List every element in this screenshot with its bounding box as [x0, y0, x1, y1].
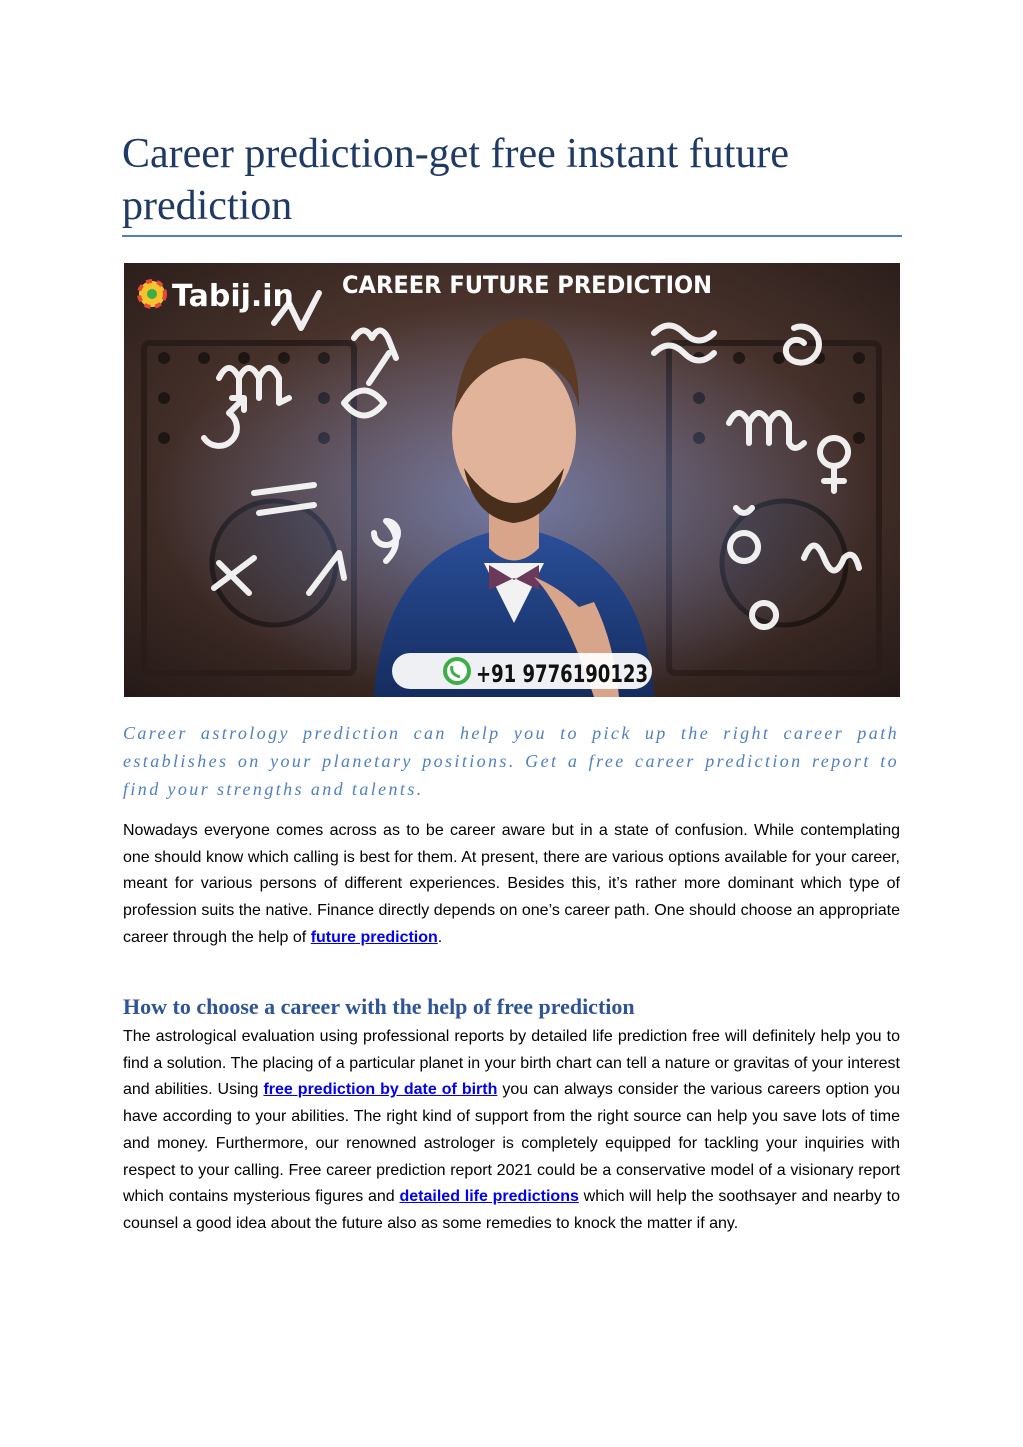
detailed-life-predictions-link[interactable]: detailed life predictions [399, 1188, 579, 1206]
section-heading: How to choose a career with the help of free prediction [123, 994, 635, 1019]
subtitle-quote: Career astrology prediction can help you to pick up the right career path establishes on your planetary positions. Get a free career prediction report to find your strengths and talents. [123, 723, 899, 799]
future-prediction-link[interactable]: future prediction [310, 928, 438, 946]
hero-image [124, 263, 900, 697]
phone-number: +91 9776190123 [476, 660, 648, 688]
brand-text: Tabij.in [172, 279, 294, 314]
body-text-3: which will help the soothsayer and nearby to counsel a good idea about the future also as some remedies to knock the matter if any. [123, 1188, 901, 1232]
free-prediction-dob-link[interactable]: free prediction by date of birth [263, 1081, 498, 1099]
body-text-2: you can always consider the various careers option you have according to your abilities. The right kind of support from the right source can help you save lots of time and money. Furthermore, our renowned astrologer is completely equipped for tackling your inquiries with respect to your calling. Free career prediction report 2021 could be a conservative model of a visionary report which contains mysterious figures and [123, 1081, 900, 1206]
whatsapp-icon [445, 659, 469, 683]
banner-text: CAREER FUTURE PREDICTION [342, 271, 712, 299]
intro-end: . [437, 928, 443, 946]
body-text-1: The astrological evaluation using professional reports by detailed life prediction free will definitely help you to find a solution. The placing of a particular planet in your birth chart can tell a nature or gravitas of your interest and abilities. Using [123, 1028, 900, 1099]
intro-text: Nowadays everyone comes across as to be career aware but in a state of confusion. While contemplating one should know which calling is best for them. At present, there are various options available for your career, meant for various persons of different experiences. Besides this, it’s rather more dominant which type of profession suits the native. Finance directly depends on one’s career path. One should choose an appropriate career through the help of [123, 822, 900, 946]
page-title: Career prediction-get free instant future prediction [122, 131, 790, 229]
title-divider [122, 235, 902, 237]
body-paragraph [123, 1024, 900, 1238]
intro-paragraph [123, 818, 900, 952]
